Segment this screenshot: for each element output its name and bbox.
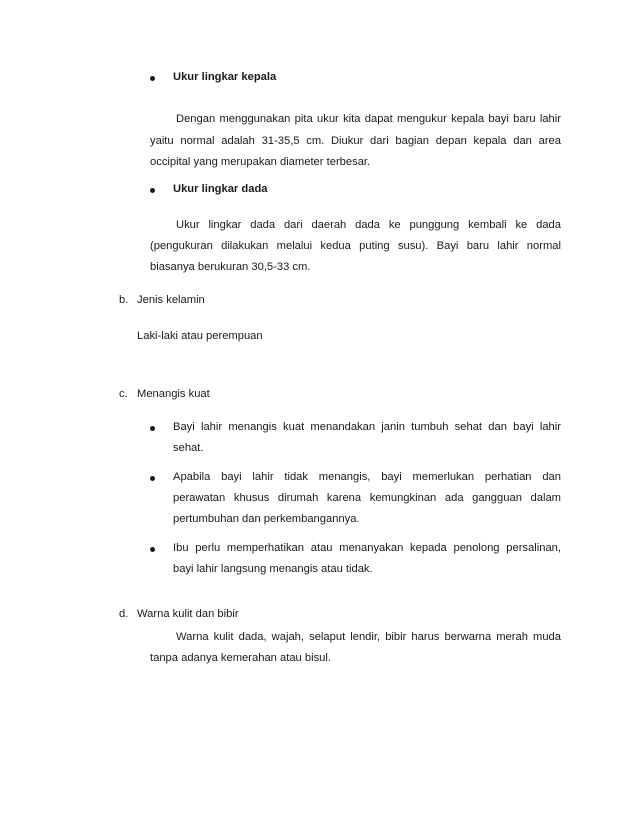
paragraph-line: biasanya berukuran 30,5-33 cm. (150, 261, 311, 273)
paragraph-line: Warna kulit dada, wajah, selaput lendir, bibir harus berwarna merah muda (176, 631, 561, 643)
bullet-dot (150, 476, 155, 481)
heading-ukur-lingkar-kepala: Ukur lingkar kepala (173, 71, 277, 83)
section-marker-b: b. (119, 294, 129, 306)
list-item-line: perawatan khusus dirumah karena kemungkinan ada gangguan dalam (173, 492, 561, 504)
bullet-dot (150, 76, 155, 81)
section-marker-d: d. (119, 608, 129, 620)
bullet-dot (150, 188, 155, 193)
paragraph-line: (pengukuran dilakukan melalui kedua puting susu). Bayi baru lahir normal (150, 240, 561, 252)
section-title-warna-kulit: Warna kulit dan bibir (137, 608, 239, 620)
paragraph-line: yaitu normal adalah 31-35,5 cm. Diukur dari bagian depan kepala dan area (150, 135, 561, 147)
list-item-line: sehat. (173, 442, 204, 454)
list-item-line: Bayi lahir menangis kuat menandakan janin tumbuh sehat dan bayi lahir (173, 421, 561, 433)
section-marker-c: c. (119, 388, 128, 400)
list-item-line: pertumbuhan dan perkembangannya. (173, 513, 360, 525)
heading-ukur-lingkar-dada: Ukur lingkar dada (173, 183, 268, 195)
list-item-line: Apabila bayi lahir tidak menangis, bayi memerlukan perhatian dan (173, 471, 561, 483)
list-item-line: Ibu perlu memperhatikan atau menanyakan kepada penolong persalinan, (173, 542, 561, 554)
section-title-menangis-kuat: Menangis kuat (137, 388, 210, 400)
bullet-dot (150, 547, 155, 552)
bullet-dot (150, 426, 155, 431)
section-b-body: Laki-laki atau perempuan (137, 330, 263, 342)
paragraph-line: tanpa adanya kemerahan atau bisul. (150, 652, 331, 664)
paragraph-line: Dengan menggunakan pita ukur kita dapat mengukur kepala bayi baru lahir (176, 113, 561, 125)
paragraph-line: occipital yang merupakan diameter terbesar. (150, 156, 371, 168)
paragraph-line: Ukur lingkar dada dari daerah dada ke punggung kembali ke dada (176, 219, 561, 231)
list-item-line: bayi lahir langsung menangis atau tidak. (173, 563, 373, 575)
section-title-jenis-kelamin: Jenis kelamin (137, 294, 205, 306)
